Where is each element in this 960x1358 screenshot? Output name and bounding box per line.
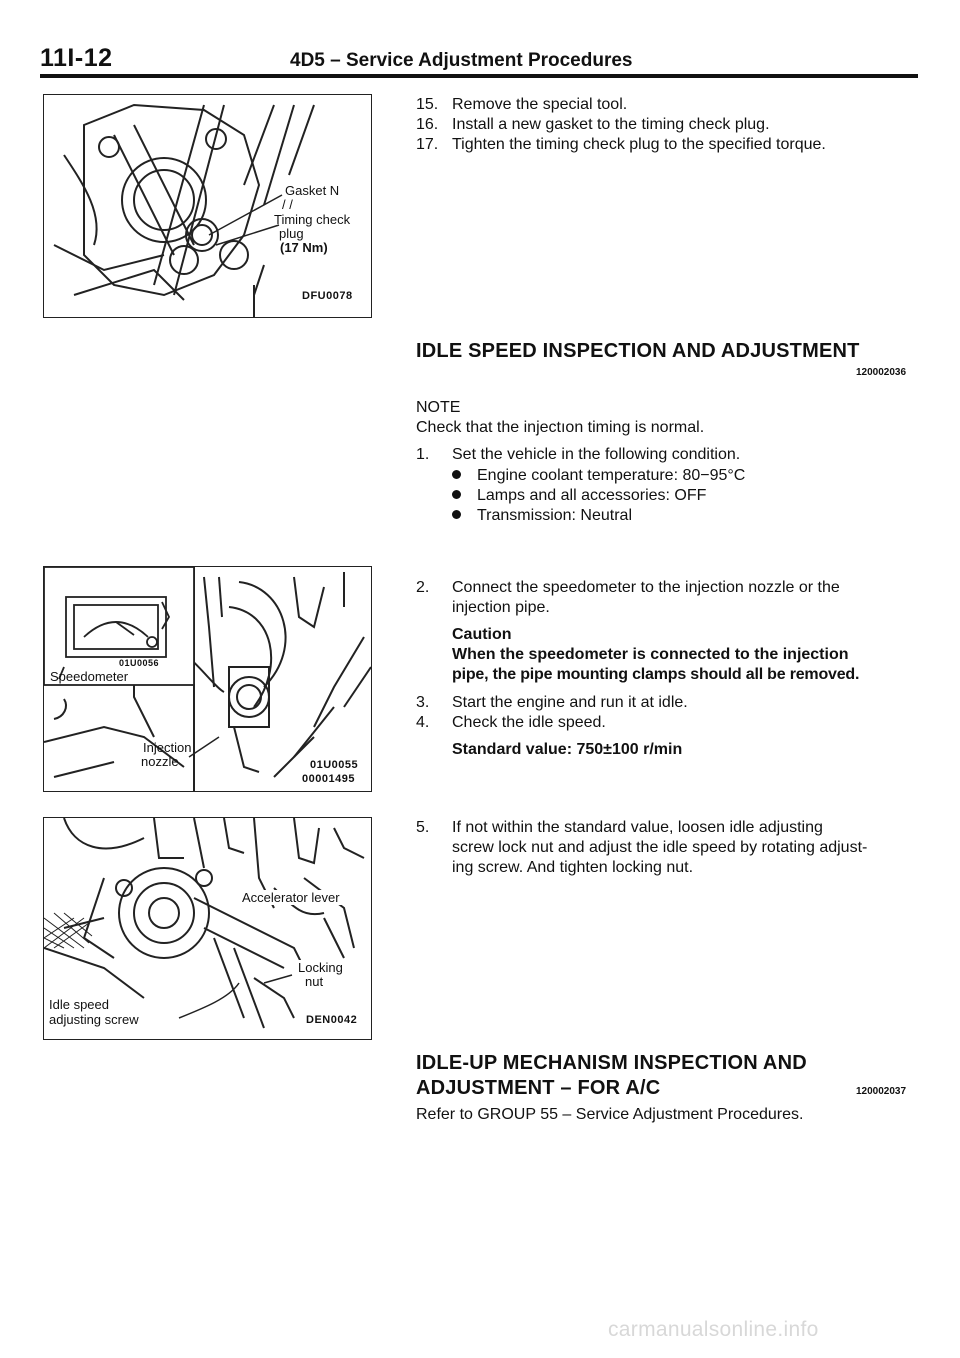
step-2-cont: injection pipe. <box>452 599 550 616</box>
bullet-icon <box>452 490 461 499</box>
label-injection: Injection <box>143 740 192 755</box>
caution-line-2: pipe, the pipe mounting clamps should all be removed. <box>452 666 860 683</box>
label-adjusting-screw: adjusting screw <box>49 1012 139 1027</box>
figure-speedometer <box>43 566 372 792</box>
step-3: 3. Start the engine and run it at idle. <box>416 694 688 711</box>
step-4: 4. Check the idle speed. <box>416 714 606 731</box>
caution-label: Caution <box>452 626 512 643</box>
label-idle-speed: Idle speed <box>49 997 109 1012</box>
step-17: 17. Tighten the timing check plug to the specified torque. <box>416 136 826 153</box>
figure-code: DEN0042 <box>306 1014 358 1026</box>
bullet-icon <box>452 470 461 479</box>
label-accelerator-lever: Accelerator lever <box>242 890 340 905</box>
label-slashes: / / <box>282 197 293 212</box>
bullet-transmission: Transmission: Neutral <box>452 506 632 526</box>
heading-idle-up-2: ADJUSTMENT – FOR A/C <box>416 1077 661 1099</box>
heading-idle-speed: IDLE SPEED INSPECTION AND ADJUSTMENT <box>416 340 860 362</box>
label-gasket: Gasket N <box>285 183 340 198</box>
figure-accelerator-lever <box>43 817 372 1040</box>
figure-timing-check-plug <box>43 94 372 318</box>
timing-check-plug-illustration <box>44 95 371 317</box>
inset-code: 01U0056 <box>119 658 160 668</box>
label-nozzle: nozzle <box>141 754 179 769</box>
step-15: 15. Remove the special tool. <box>416 96 628 113</box>
note-label: NOTE <box>416 399 461 416</box>
label-speedometer: Speedometer <box>50 669 129 684</box>
standard-value: Standard value: 750±100 r/min <box>452 741 683 758</box>
label-nut: nut <box>305 974 324 989</box>
figure-code: DFU0078 <box>302 290 353 302</box>
step-5: 5. If not within the standard value, loosen idle adjusting <box>416 819 823 836</box>
heading-idle-up-1: IDLE-UP MECHANISM INSPECTION AND <box>416 1052 807 1074</box>
label-locking: Locking <box>298 960 343 975</box>
section-code: 120002037 <box>856 1086 907 1097</box>
step-1: 1. Set the vehicle in the following condition. <box>416 446 741 463</box>
note-text: Check that the injectıon timing is normal. <box>416 419 705 436</box>
caution-line-1: When the speedometer is connected to the injection <box>452 646 849 663</box>
page-title: 4D5 – Service Adjustment Procedures <box>290 50 633 71</box>
step-16: 16. Install a new gasket to the timing check plug. <box>416 116 770 133</box>
bullet-lamps: Lamps and all accessories: OFF <box>452 486 706 506</box>
header-rule <box>40 74 918 78</box>
label-timing-check: Timing check <box>274 212 351 227</box>
label-plug: plug <box>279 226 304 241</box>
refer-text: Refer to GROUP 55 – Service Adjustment Procedures. <box>416 1106 804 1123</box>
bullet-icon <box>452 510 461 519</box>
step-5-line-3: ing screw. And tighten locking nut. <box>452 859 694 876</box>
figure-code-2: 00001495 <box>302 773 355 785</box>
watermark: carmanualsonline.info <box>608 1318 819 1341</box>
step-5-line-2: screw lock nut and adjust the idle speed by rotating adjust- <box>452 839 868 856</box>
bullet-coolant: Engine coolant temperature: 80−95°C <box>452 466 745 486</box>
label-torque: (17 Nm) <box>280 240 328 255</box>
page-number: 11I-12 <box>40 44 113 72</box>
section-code: 120002036 <box>856 367 907 378</box>
step-2: 2. Connect the speedometer to the injection nozzle or the <box>416 579 840 596</box>
figure-code-1: 01U0055 <box>310 759 359 771</box>
